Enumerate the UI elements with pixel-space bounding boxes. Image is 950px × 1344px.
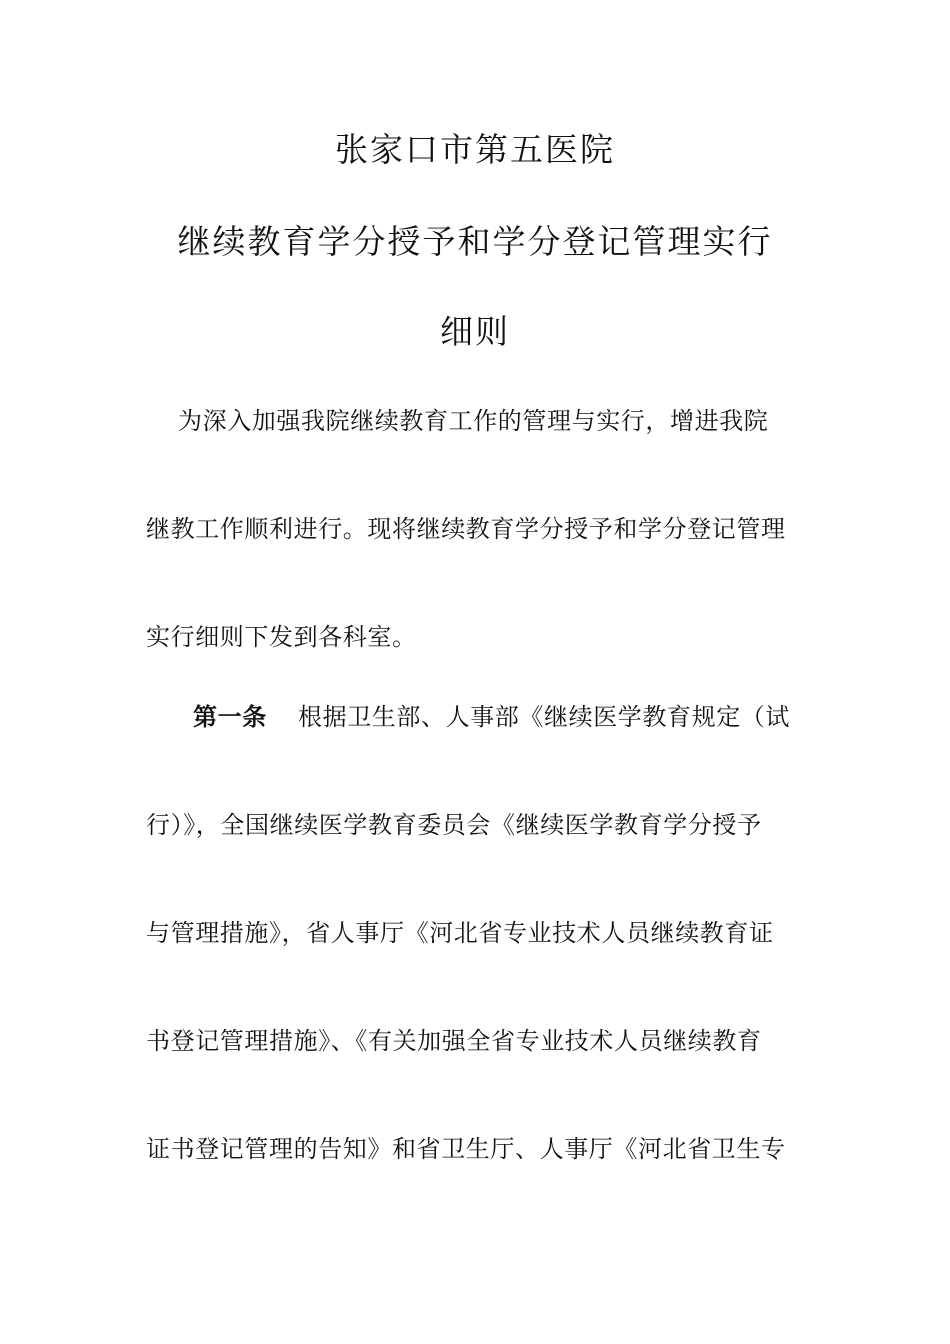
intro-line-2: 继教工作顺利进行。现将继续教育学分授予和学分登记管理 bbox=[146, 515, 786, 543]
document-title-line-1: 张家口市第五医院 bbox=[335, 130, 615, 169]
article-1-line-2: 行）》，全国继续医学教育委员会《继续医学教育学分授予 bbox=[146, 811, 762, 839]
document-title-line-3: 细则 bbox=[440, 312, 510, 351]
document-title-line-2: 继续教育学分授予和学分登记管理实行 bbox=[177, 222, 773, 261]
article-1-line-5: 证书登记管理的告知》和省卫生厅、人事厅《河北省卫生专 bbox=[146, 1135, 786, 1163]
article-1-line-1: 根据卫生部、人事部《继续医学教育规定（试 bbox=[298, 703, 790, 731]
intro-line-3: 实行细则下发到各科室。 bbox=[146, 623, 417, 651]
article-1-line-3: 与管理措施》，省人事厅《河北省专业技术人员继续教育证 bbox=[146, 919, 774, 947]
intro-line-1: 为深入加强我院继续教育工作的管理与实行，增进我院 bbox=[178, 407, 769, 435]
article-1-label: 第一条 bbox=[193, 703, 267, 731]
article-1-line-4: 书登记管理措施》、《有关加强全省专业技术人员继续教育 bbox=[146, 1027, 762, 1055]
